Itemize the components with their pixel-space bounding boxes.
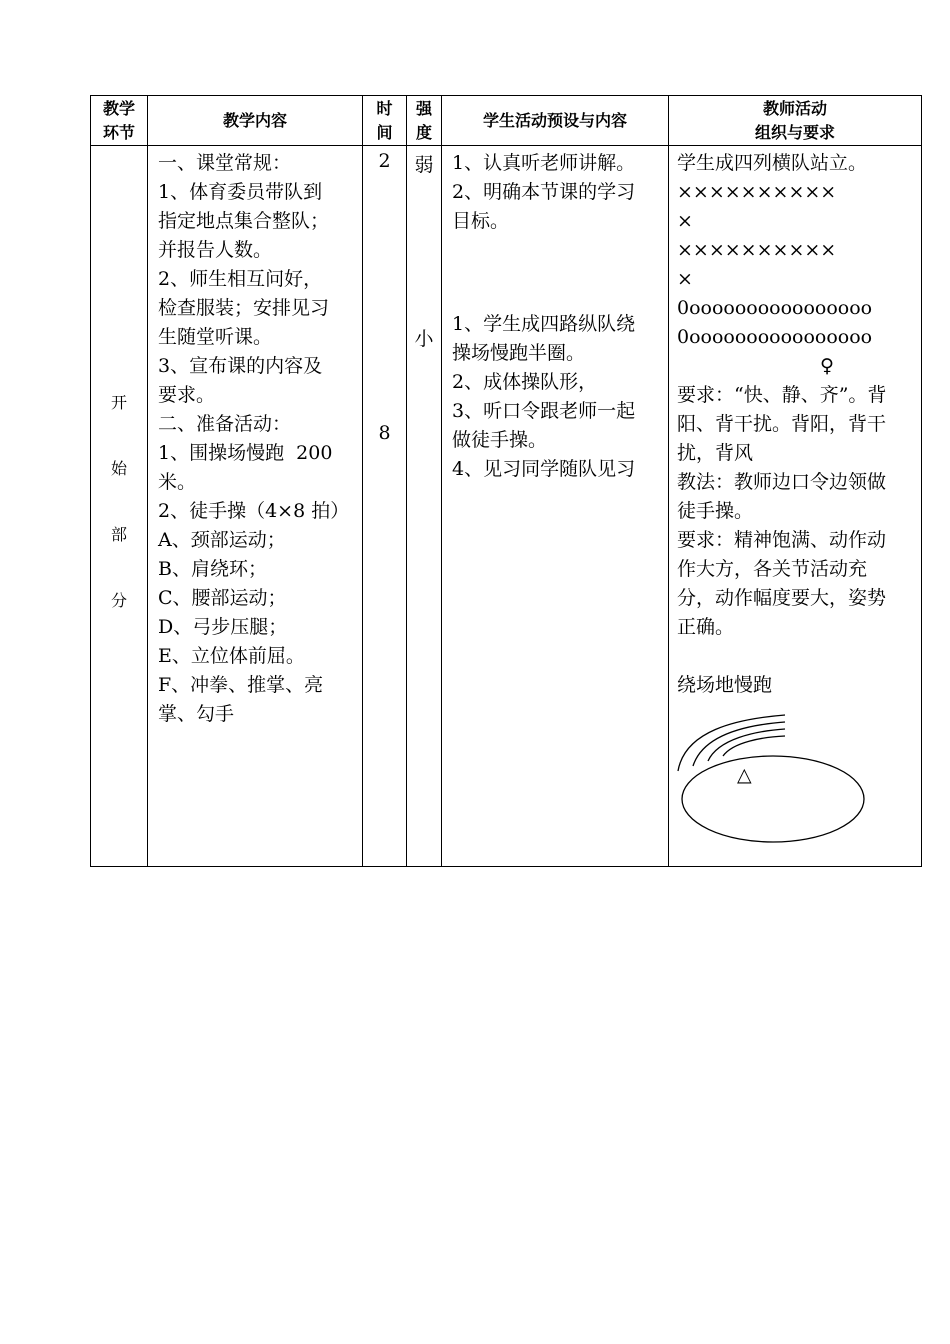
text-line: 操场慢跑半圈。 <box>452 342 586 364</box>
intensity-first: 弱 <box>414 154 434 176</box>
header-section: 教学 环节 <box>91 96 148 146</box>
text-line <box>677 642 917 671</box>
text-line: 正确。 <box>677 616 735 638</box>
text-line: 生随堂听课。 <box>158 326 273 348</box>
text-line: 0oooooooooooooooo <box>677 326 873 348</box>
text-line: 4、见习同学随队见习 <box>452 458 636 480</box>
header-teacher: 教师活动 组织与要求 <box>669 96 922 146</box>
female-symbol: ♀ <box>820 355 834 377</box>
text-line: 一、课堂常规： <box>158 152 292 174</box>
section-cell <box>91 146 148 867</box>
text-line: D、弓步压腿； <box>158 616 288 638</box>
header-student: 学生活动预设与内容 <box>442 96 669 146</box>
section-char: 始 <box>110 459 127 478</box>
text-line: 学生成四列横队站立。 <box>677 152 868 174</box>
time-first: 2 <box>378 150 391 172</box>
intensity-second: 小 <box>414 328 434 350</box>
section-char: 部 <box>110 525 127 544</box>
student-cell <box>442 146 669 867</box>
header-time: 时 间 <box>363 96 407 146</box>
text-line: 绕场地慢跑 <box>677 674 773 696</box>
text-line: 扰，背风 <box>677 442 754 464</box>
text-line: F、冲拳、推掌、亮 <box>158 674 324 696</box>
content-lines <box>148 146 362 729</box>
text-line: 做徒手操。 <box>452 429 548 451</box>
text-line: B、肩绕环； <box>158 558 267 580</box>
teacher-cell <box>669 146 922 867</box>
text-line: ×××××××××× <box>677 181 837 203</box>
time-cell <box>363 146 407 867</box>
text-line: 3、宣布课的内容及 <box>158 355 323 377</box>
text-line: 要求：精神饱满、动作动 <box>677 529 887 551</box>
text-line: 教法：教师边口令边领做 <box>677 471 887 493</box>
text-line: 1、体育委员带队到 <box>158 181 323 203</box>
header-content: 教学内容 <box>148 96 363 146</box>
text-line: E、立位体前屈。 <box>158 645 305 667</box>
header-row <box>91 96 922 146</box>
teacher-lines-b <box>677 381 917 700</box>
time-second: 8 <box>378 422 391 444</box>
header-intensity: 强 度 <box>407 96 442 146</box>
track-arc <box>723 736 785 756</box>
text-line: 米。 <box>158 471 197 493</box>
teacher-lines-a <box>677 149 917 352</box>
text-line: 作大方，各关节活动充 <box>677 558 868 580</box>
text-line: C、腰部运动； <box>158 587 287 609</box>
section-char: 开 <box>110 393 127 412</box>
text-line: 二、准备活动： <box>158 413 292 435</box>
text-line: 并报告人数。 <box>158 239 273 261</box>
text-line: 2、师生相互问好， <box>158 268 323 290</box>
text-line: 2、徒手操（4×8 拍） <box>158 500 350 522</box>
text-line: 要求。 <box>158 384 216 406</box>
text-line: 徒手操。 <box>677 500 754 522</box>
text-line: 要求：“快、静、齐”。背 <box>677 384 887 406</box>
text-line: × <box>677 210 693 232</box>
track-ellipse <box>682 756 864 842</box>
text-line: 掌、勾手 <box>158 703 235 725</box>
text-line: 2、成体操队形， <box>452 371 598 393</box>
text-line: 检查服装；安排见习 <box>158 297 330 319</box>
text-line: A、颈部运动； <box>158 529 286 551</box>
text-line: 分，动作幅度要大，姿势 <box>677 587 887 609</box>
text-line: ×××××××××× <box>677 239 837 261</box>
text-line: 3、听口令跟老师一起 <box>452 400 636 422</box>
text-line: 1、认真听老师讲解。 <box>452 152 636 174</box>
content-cell <box>148 146 363 867</box>
text-line: 阳、背干扰。背阳，背干 <box>677 413 887 435</box>
teacher-content <box>669 146 921 786</box>
section-char: 分 <box>110 591 127 610</box>
body-row <box>91 146 922 867</box>
teacher-triangle-marker: △ <box>737 764 752 786</box>
intensity-cell <box>407 146 442 867</box>
student-lines-b <box>442 236 668 484</box>
text-line: 0oooooooooooooooo <box>677 297 873 319</box>
text-line: 1、围操场慢跑 200 <box>158 442 333 464</box>
text-line: × <box>677 268 693 290</box>
text-line: 2、明确本节课的学习 <box>452 181 636 203</box>
text-line: 指定地点集合整队； <box>158 210 330 232</box>
running-track-diagram <box>675 711 885 846</box>
text-line: 1、学生成四路纵队绕 <box>452 313 636 335</box>
lesson-plan-table <box>90 95 922 867</box>
text-line: 目标。 <box>452 210 510 232</box>
student-lines-a <box>442 146 668 236</box>
